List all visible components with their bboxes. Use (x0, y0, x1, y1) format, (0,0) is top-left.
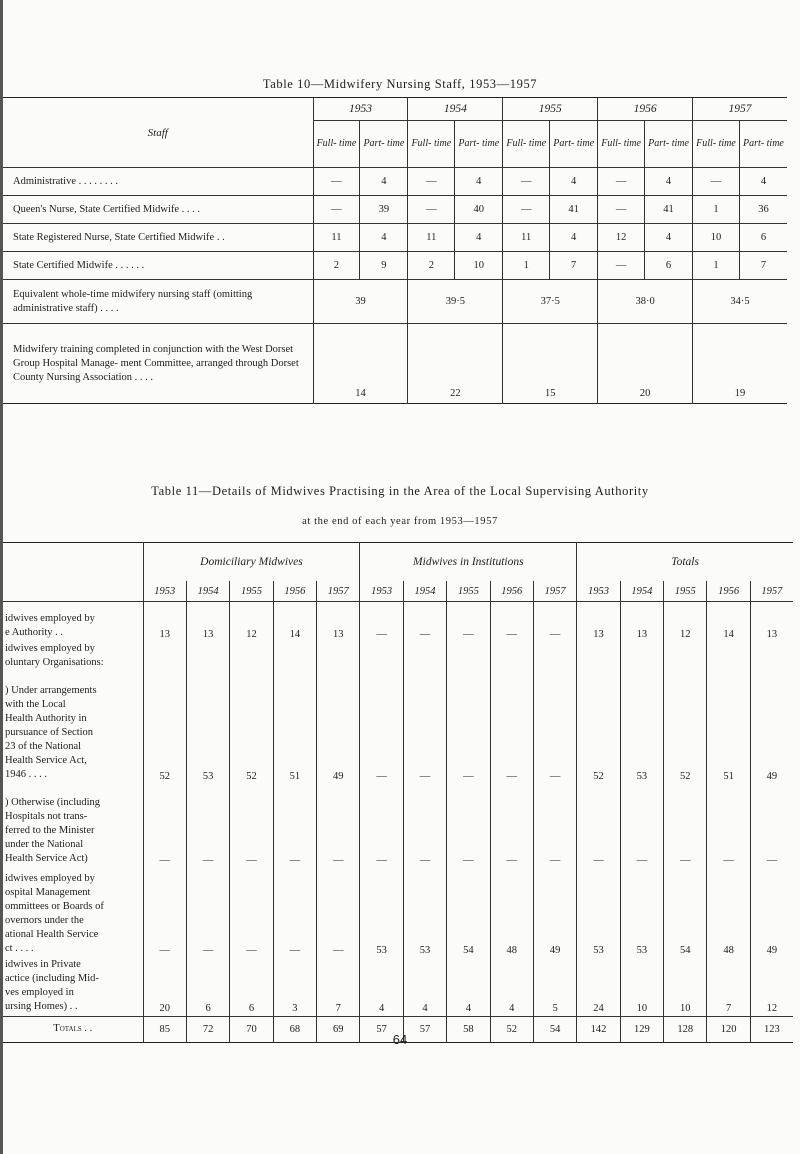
t10-training-cell: 22 (408, 324, 503, 404)
t10-cell: 2 (408, 252, 455, 280)
t11-cell: 51 (707, 672, 750, 784)
t10-cell: — (313, 196, 360, 224)
t10-cell: — (408, 196, 455, 224)
t10-row (3, 252, 787, 280)
t11-cell: 4 (447, 958, 490, 1017)
t11-totals-cell: 54 (533, 1016, 576, 1042)
t10-row-label: State Certified Midwife . . . . . . (3, 252, 313, 280)
t11-cell: — (360, 672, 403, 784)
t10-equiv-cell: 37·5 (503, 280, 598, 324)
t11-cell: — (490, 784, 533, 868)
t11-cell: 4 (360, 958, 403, 1017)
t10-training-cell: 14 (313, 324, 408, 404)
t10-equiv-label: Equivalent whole-time midwifery nursing staff (omitting administrative staff) . . . . (3, 280, 313, 324)
t11-year-header: 1953 (360, 581, 403, 602)
t10-training-row (3, 324, 787, 404)
t10-cell: 6 (645, 252, 693, 280)
t10-cell: — (598, 196, 645, 224)
t10-training-label: Midwifery training completed in conjunction with the West Dorset Group Hospital Manage- ment Committee, arranged through Dorset County Nursing Association . . . . (13, 343, 299, 383)
table11 (3, 542, 793, 1043)
t10-cell: 4 (455, 168, 503, 196)
t10-training-cell: 19 (693, 324, 787, 404)
t11-cell: 13 (750, 602, 793, 642)
t10-year-1954: 1954 (408, 98, 503, 121)
page-number: 64 (392, 1032, 408, 1047)
t11-totals-cell: 85 (143, 1016, 186, 1042)
t10-cell: 6 (739, 224, 787, 252)
t11-cell: 7 (707, 958, 750, 1017)
t11-cell: — (533, 602, 576, 642)
t10-cell: — (598, 168, 645, 196)
t11-cell (360, 642, 403, 672)
t11-cell: — (230, 868, 273, 958)
t11-cell: 54 (664, 868, 707, 958)
t11-cell: 49 (750, 868, 793, 958)
t11-row-label: idwives employed by ospital Management ommittees or Boards of overnors under the ational Health Service ct . . . . (5, 872, 104, 954)
t10-cell: 4 (550, 168, 598, 196)
t10-cell: — (503, 168, 550, 196)
t11-cell: 53 (620, 672, 663, 784)
t11-totals-cell: 58 (447, 1016, 490, 1042)
t11-cell: 53 (186, 672, 229, 784)
t11-cell (490, 642, 533, 672)
t11-year-header: 1957 (317, 581, 360, 602)
t11-cell (707, 642, 750, 672)
t11-cell: 13 (143, 602, 186, 642)
t10-cell: 41 (645, 196, 693, 224)
t11-totals-cell: 70 (230, 1016, 273, 1042)
t11-cell: 6 (230, 958, 273, 1017)
t10-cell: 7 (739, 252, 787, 280)
t11-cell: 12 (750, 958, 793, 1017)
t10-year-1953: 1953 (313, 98, 408, 121)
t10-year-1957: 1957 (693, 98, 787, 121)
table10 (3, 97, 787, 404)
t11-totals-cell: 52 (490, 1016, 533, 1042)
t10-cell: 4 (360, 224, 408, 252)
t11-cell: 24 (577, 958, 620, 1017)
t11-row (3, 672, 793, 784)
t10-row (3, 196, 787, 224)
t11-cell: 12 (664, 602, 707, 642)
t11-row (3, 868, 793, 958)
t11-totals-cell: 123 (750, 1016, 793, 1042)
t11-row (3, 784, 793, 868)
t11-cell: — (447, 672, 490, 784)
t10-cell: 39 (360, 196, 408, 224)
t11-cell: 49 (533, 868, 576, 958)
t11-cell: — (273, 784, 316, 868)
t11-totals-cell: 129 (620, 1016, 663, 1042)
t10-cell: 11 (313, 224, 360, 252)
t11-cell: — (577, 784, 620, 868)
t11-cell (577, 642, 620, 672)
t11-cell: 52 (664, 672, 707, 784)
t11-cell (620, 642, 663, 672)
t11-cell: 53 (403, 868, 446, 958)
t10-cell: — (503, 196, 550, 224)
t11-row-label: ) Under arrangements with the Local Health Authority in pursuance of Section 23 of the National Health Service Act, 1946 . . . . (5, 684, 97, 780)
t11-cell: 20 (143, 958, 186, 1017)
t11-cell: 4 (403, 958, 446, 1017)
t10-subheader-part: Part- time (645, 121, 693, 168)
t10-equiv-cell: 39 (313, 280, 408, 324)
t10-cell: 41 (550, 196, 598, 224)
t11-totals-cell: 69 (317, 1016, 360, 1042)
t10-subheader-full: Full- time (503, 121, 550, 168)
t11-totals-cell: 128 (664, 1016, 707, 1042)
t10-cell: 4 (645, 224, 693, 252)
t11-cell: — (143, 784, 186, 868)
t10-row-label: State Registered Nurse, State Certified Midwife . . (3, 224, 313, 252)
t10-cell: 4 (739, 168, 787, 196)
t11-cell: — (186, 868, 229, 958)
t11-cell: 6 (186, 958, 229, 1017)
t10-equiv-row (3, 280, 787, 324)
t11-cell: — (447, 602, 490, 642)
t11-cell: — (490, 602, 533, 642)
t11-year-header: 1953 (577, 581, 620, 602)
t11-year-header: 1954 (186, 581, 229, 602)
t10-cell: — (693, 168, 740, 196)
t10-subheader-part: Part- time (455, 121, 503, 168)
t11-cell (230, 642, 273, 672)
t11-cell: — (143, 868, 186, 958)
t10-cell: 1 (693, 196, 740, 224)
t10-cell: — (408, 168, 455, 196)
t11-totals-cell: 120 (707, 1016, 750, 1042)
t10-cell: 9 (360, 252, 408, 280)
t10-cell: 11 (408, 224, 455, 252)
t10-row (3, 224, 787, 252)
t11-year-header: 1957 (750, 581, 793, 602)
t10-cell: 4 (455, 224, 503, 252)
t11-year-header: 1957 (533, 581, 576, 602)
t10-cell: 1 (693, 252, 740, 280)
t11-cell: — (533, 672, 576, 784)
t10-cell: 10 (455, 252, 503, 280)
t11-cell (664, 642, 707, 672)
t11-cell: 54 (447, 868, 490, 958)
t11-row-label: ) Otherwise (including Hospitals not trans- ferred to the Minister under the National Health Service Act) (5, 796, 101, 864)
t11-cell: 53 (577, 868, 620, 958)
t10-subheader-full: Full- time (408, 121, 455, 168)
t10-equiv-cell: 34·5 (693, 280, 787, 324)
t11-cell: — (664, 784, 707, 868)
t11-cell: — (620, 784, 663, 868)
t11-cell (750, 642, 793, 672)
t11-cell: — (317, 868, 360, 958)
t11-cell: — (750, 784, 793, 868)
t11-cell: — (707, 784, 750, 868)
t11-cell: 5 (533, 958, 576, 1017)
t11-cell (143, 642, 186, 672)
t10-cell: 4 (645, 168, 693, 196)
t11-cell: — (360, 784, 403, 868)
t10-year-1955: 1955 (503, 98, 598, 121)
t11-cell: 53 (620, 868, 663, 958)
t10-cell: 4 (360, 168, 408, 196)
t10-subheader-full: Full- time (313, 121, 360, 168)
t10-subheader-full: Full- time (598, 121, 645, 168)
t10-cell: 10 (693, 224, 740, 252)
t11-year-header: 1956 (707, 581, 750, 602)
t11-cell: — (186, 784, 229, 868)
t11-year-header: 1955 (230, 581, 273, 602)
t11-cell (403, 642, 446, 672)
t11-group-domiciliary: Domiciliary Midwives (143, 543, 360, 582)
table11-title (0, 484, 800, 499)
t11-cell: 13 (577, 602, 620, 642)
t10-subheader-part: Part- time (739, 121, 787, 168)
t11-year-header: 1956 (273, 581, 316, 602)
t11-cell: — (273, 868, 316, 958)
t11-row-label: idwives employed by e Authority . . (5, 612, 95, 638)
t10-subheader-part: Part- time (360, 121, 408, 168)
t11-cell: — (490, 672, 533, 784)
t11-cell: 49 (750, 672, 793, 784)
t11-cell: 3 (273, 958, 316, 1017)
t11-cell: — (533, 784, 576, 868)
t11-year-header: 1954 (620, 581, 663, 602)
t10-cell: 4 (550, 224, 598, 252)
t11-group-totals: Totals (577, 543, 793, 582)
t11-cell: — (317, 784, 360, 868)
t11-cell (186, 642, 229, 672)
t11-cell: 13 (620, 602, 663, 642)
t11-cell: 48 (490, 868, 533, 958)
t11-cell (447, 642, 490, 672)
table11-subtitle: at the end of each year from 1953—1957 (302, 516, 498, 527)
t11-cell: — (230, 784, 273, 868)
t10-training-cell: 20 (598, 324, 693, 404)
t10-cell: 11 (503, 224, 550, 252)
t10-subheader-full: Full- time (693, 121, 740, 168)
t11-group-institutions: Midwives in Institutions (360, 543, 577, 582)
t11-cell: 7 (317, 958, 360, 1017)
t10-equiv-cell: 39·5 (408, 280, 503, 324)
t10-cell: — (313, 168, 360, 196)
t11-cell: 52 (143, 672, 186, 784)
t11-year-header: 1955 (664, 581, 707, 602)
t11-cell: — (360, 602, 403, 642)
t11-year-header: 1953 (143, 581, 186, 602)
t10-cell: 2 (313, 252, 360, 280)
t10-cell: 40 (455, 196, 503, 224)
t11-cell: 49 (317, 672, 360, 784)
t11-cell (273, 642, 316, 672)
staff-header: Staff (3, 98, 313, 168)
t10-cell: — (598, 252, 645, 280)
t11-row (3, 642, 793, 672)
t11-cell: 52 (230, 672, 273, 784)
t11-cell: 10 (620, 958, 663, 1017)
t11-row (3, 958, 793, 1017)
t11-cell: 52 (577, 672, 620, 784)
t11-row (3, 602, 793, 642)
t10-row-label: Queen's Nurse, State Certified Midwife . . . . (3, 196, 313, 224)
t11-cell: — (403, 784, 446, 868)
t11-totals-cell: 57 (360, 1016, 403, 1042)
t11-cell: 10 (664, 958, 707, 1017)
t11-cell: 48 (707, 868, 750, 958)
t11-cell: — (403, 672, 446, 784)
t11-cell: 14 (707, 602, 750, 642)
t11-cell: 13 (186, 602, 229, 642)
t11-totals-cell: 57 (403, 1016, 446, 1042)
t11-totals-cell: 72 (186, 1016, 229, 1042)
t11-cell: — (447, 784, 490, 868)
t10-subheader-part: Part- time (550, 121, 598, 168)
t11-cell: 4 (490, 958, 533, 1017)
t11-cell: 51 (273, 672, 316, 784)
t11-totals-cell: 68 (273, 1016, 316, 1042)
t11-totals-label: Totals . . (3, 1016, 143, 1042)
t10-row (3, 168, 787, 196)
t10-cell: 1 (503, 252, 550, 280)
t11-cell: 53 (360, 868, 403, 958)
t10-year-1956: 1956 (598, 98, 693, 121)
t11-cell: 13 (317, 602, 360, 642)
t11-year-header: 1954 (403, 581, 446, 602)
t11-year-header: 1955 (447, 581, 490, 602)
t11-cell (317, 642, 360, 672)
t11-cell: — (403, 602, 446, 642)
table11-title-text: Table 11—Details of Midwives Practising in the Area of the Local Supervising Authority (151, 484, 649, 498)
t11-cell (533, 642, 576, 672)
t11-row-label: idwives in Private actice (including Mid- ves employed in ursing Homes) . . (5, 958, 99, 1012)
t11-year-header: 1956 (490, 581, 533, 602)
t10-cell: 12 (598, 224, 645, 252)
t10-training-cell: 15 (503, 324, 598, 404)
t11-corner (3, 543, 143, 602)
t11-cell: 12 (230, 602, 273, 642)
table10-title: Table 10—Midwifery Nursing Staff, 1953—1957 (262, 77, 538, 91)
t10-cell: 36 (739, 196, 787, 224)
t10-row-label: Administrative . . . . . . . . (3, 168, 313, 196)
t11-cell: 14 (273, 602, 316, 642)
t10-cell: 7 (550, 252, 598, 280)
t11-totals-cell: 142 (577, 1016, 620, 1042)
t10-equiv-cell: 38·0 (598, 280, 693, 324)
t11-row-label: idwives employed by oluntary Organisations: (5, 642, 104, 668)
